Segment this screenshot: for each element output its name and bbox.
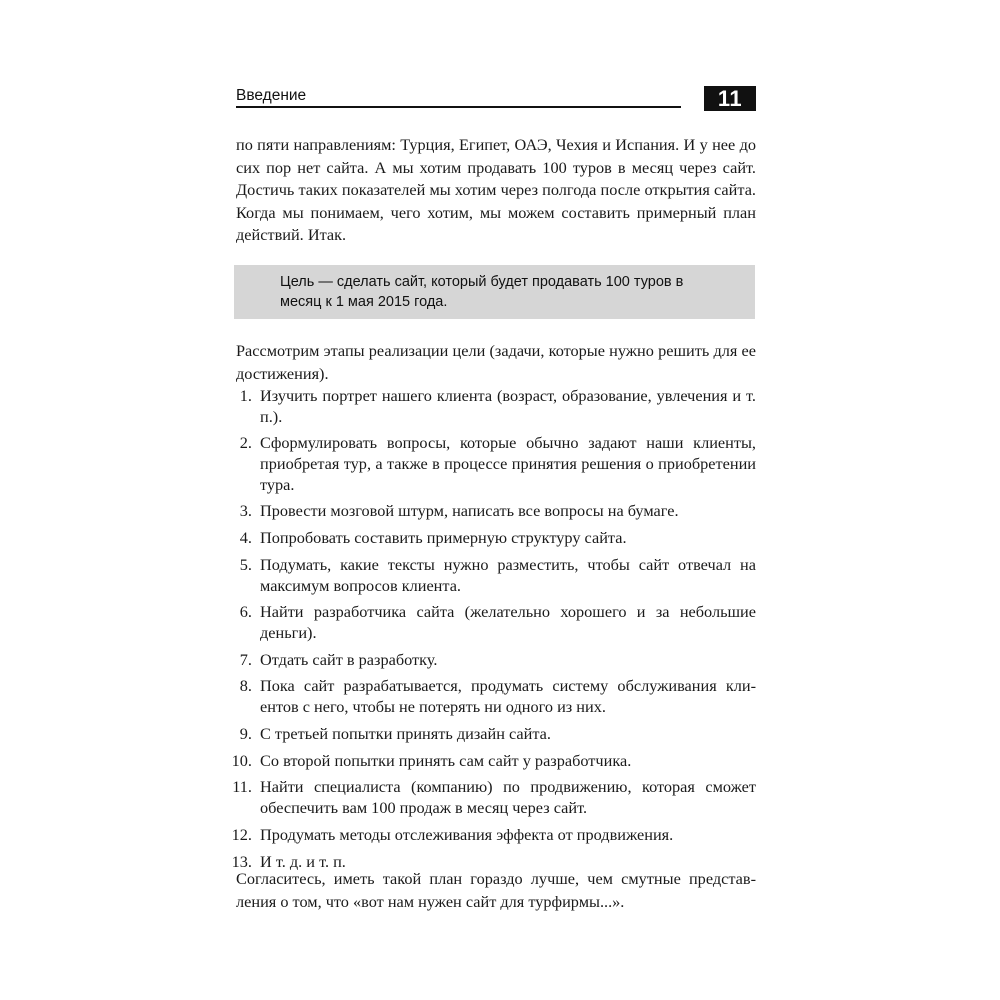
- list-item-number: 13.: [231, 851, 252, 871]
- intro-paragraph: по пяти направлениям: Турция, Египет, ОАЭ, Чехия и Испания. И у нее до сих пор нет сайта. А мы хотим продавать 100 туров в месяц через сайт. Достичь таких показателей мы хотим через полгода после открытия сайта. Когда мы понимаем, чего хотим, мы можем составить примерный план действий. Итак.: [236, 135, 756, 245]
- list-item-text: Найти разработчика сайта (желательно хорошего и за небольшие деньги).: [260, 602, 756, 642]
- list-item-text: Провести мозговой штурм, написать все вопросы на бумаге.: [260, 501, 679, 521]
- closing-paragraph: Согласитесь, иметь такой план гораздо лучше, чем смутные представления о том, что «вот нам нужен сайт для турфирмы...».: [236, 869, 756, 911]
- list-item-text: Попробовать составить примерную структуру сайта.: [260, 528, 627, 548]
- list-item: [236, 433, 756, 495]
- list-item: [232, 777, 756, 818]
- list-item-text: И т. д. и т. п.: [260, 851, 346, 871]
- list-item: [236, 650, 756, 671]
- list-item: [236, 724, 756, 745]
- list-item-text: С третьей попытки принять дизайн сайта.: [260, 723, 551, 743]
- list-item: [236, 501, 756, 522]
- list-item-number: 11.: [232, 777, 252, 797]
- list-item: [231, 824, 756, 846]
- list-item-number: 3.: [239, 501, 252, 521]
- list-item-text: Пока сайт разрабатывается, продумать систему обслуживания клиентов с него, чтобы не потерять ни одного из них.: [260, 676, 756, 717]
- list-item-text: Найти специалиста (компанию) по продвижению, которая сможет обеспечить вам 100 продаж в месяц через сайт.: [260, 777, 756, 817]
- list-item-text: Подумать, какие тексты нужно разместить, чтобы сайт отвечал на максимум вопросов клиента.: [260, 554, 756, 595]
- list-item-text: Отдать сайт в разработку.: [260, 649, 438, 669]
- list-item-text: Продумать методы отслеживания эффекта от продвижения.: [260, 824, 674, 844]
- list-item-number: 7.: [239, 649, 252, 669]
- list-item: [236, 676, 756, 717]
- list-item-number: 8.: [239, 676, 252, 696]
- list-item-number: 1.: [239, 386, 252, 405]
- list-item: [236, 555, 756, 596]
- list-item-text: Со второй попытки принять сам сайт у разработчика.: [260, 750, 632, 770]
- list-item: [236, 386, 756, 427]
- list-item-number: 2.: [239, 433, 252, 453]
- list-item-text: Изучить портрет нашего клиента (возраст, образование, увлечения и т. п.).: [260, 386, 756, 426]
- list-item-number: 6.: [239, 602, 252, 622]
- page-number: 11: [704, 86, 756, 111]
- chapter-title: Введение: [236, 87, 307, 104]
- goal-callout: [234, 265, 755, 319]
- lead-paragraph: Рассмотрим этапы реализации цели (задачи, которые нужно решить для ее достижения).: [236, 341, 756, 383]
- list-item-number: 12.: [231, 824, 252, 844]
- list-item-number: 10.: [231, 750, 252, 770]
- list-item: [236, 528, 756, 549]
- list-item: [231, 750, 756, 772]
- list-item-number: 5.: [239, 554, 252, 574]
- list-item-number: 9.: [239, 723, 252, 743]
- header-rule: [236, 106, 681, 108]
- list-item: [236, 602, 756, 643]
- list-item-text: Сформулировать вопросы, которые обычно задают наши клиенты, приобретая тур, а также в процессе принятия решения о приобретении тура.: [260, 433, 756, 494]
- running-header: [236, 86, 756, 112]
- list-item-number: 4.: [239, 528, 252, 548]
- steps-list: [231, 386, 756, 878]
- goal-callout-text: Цель — сделать сайт, который будет продавать 100 туров в месяц к 1 мая 2015 года.: [280, 274, 684, 310]
